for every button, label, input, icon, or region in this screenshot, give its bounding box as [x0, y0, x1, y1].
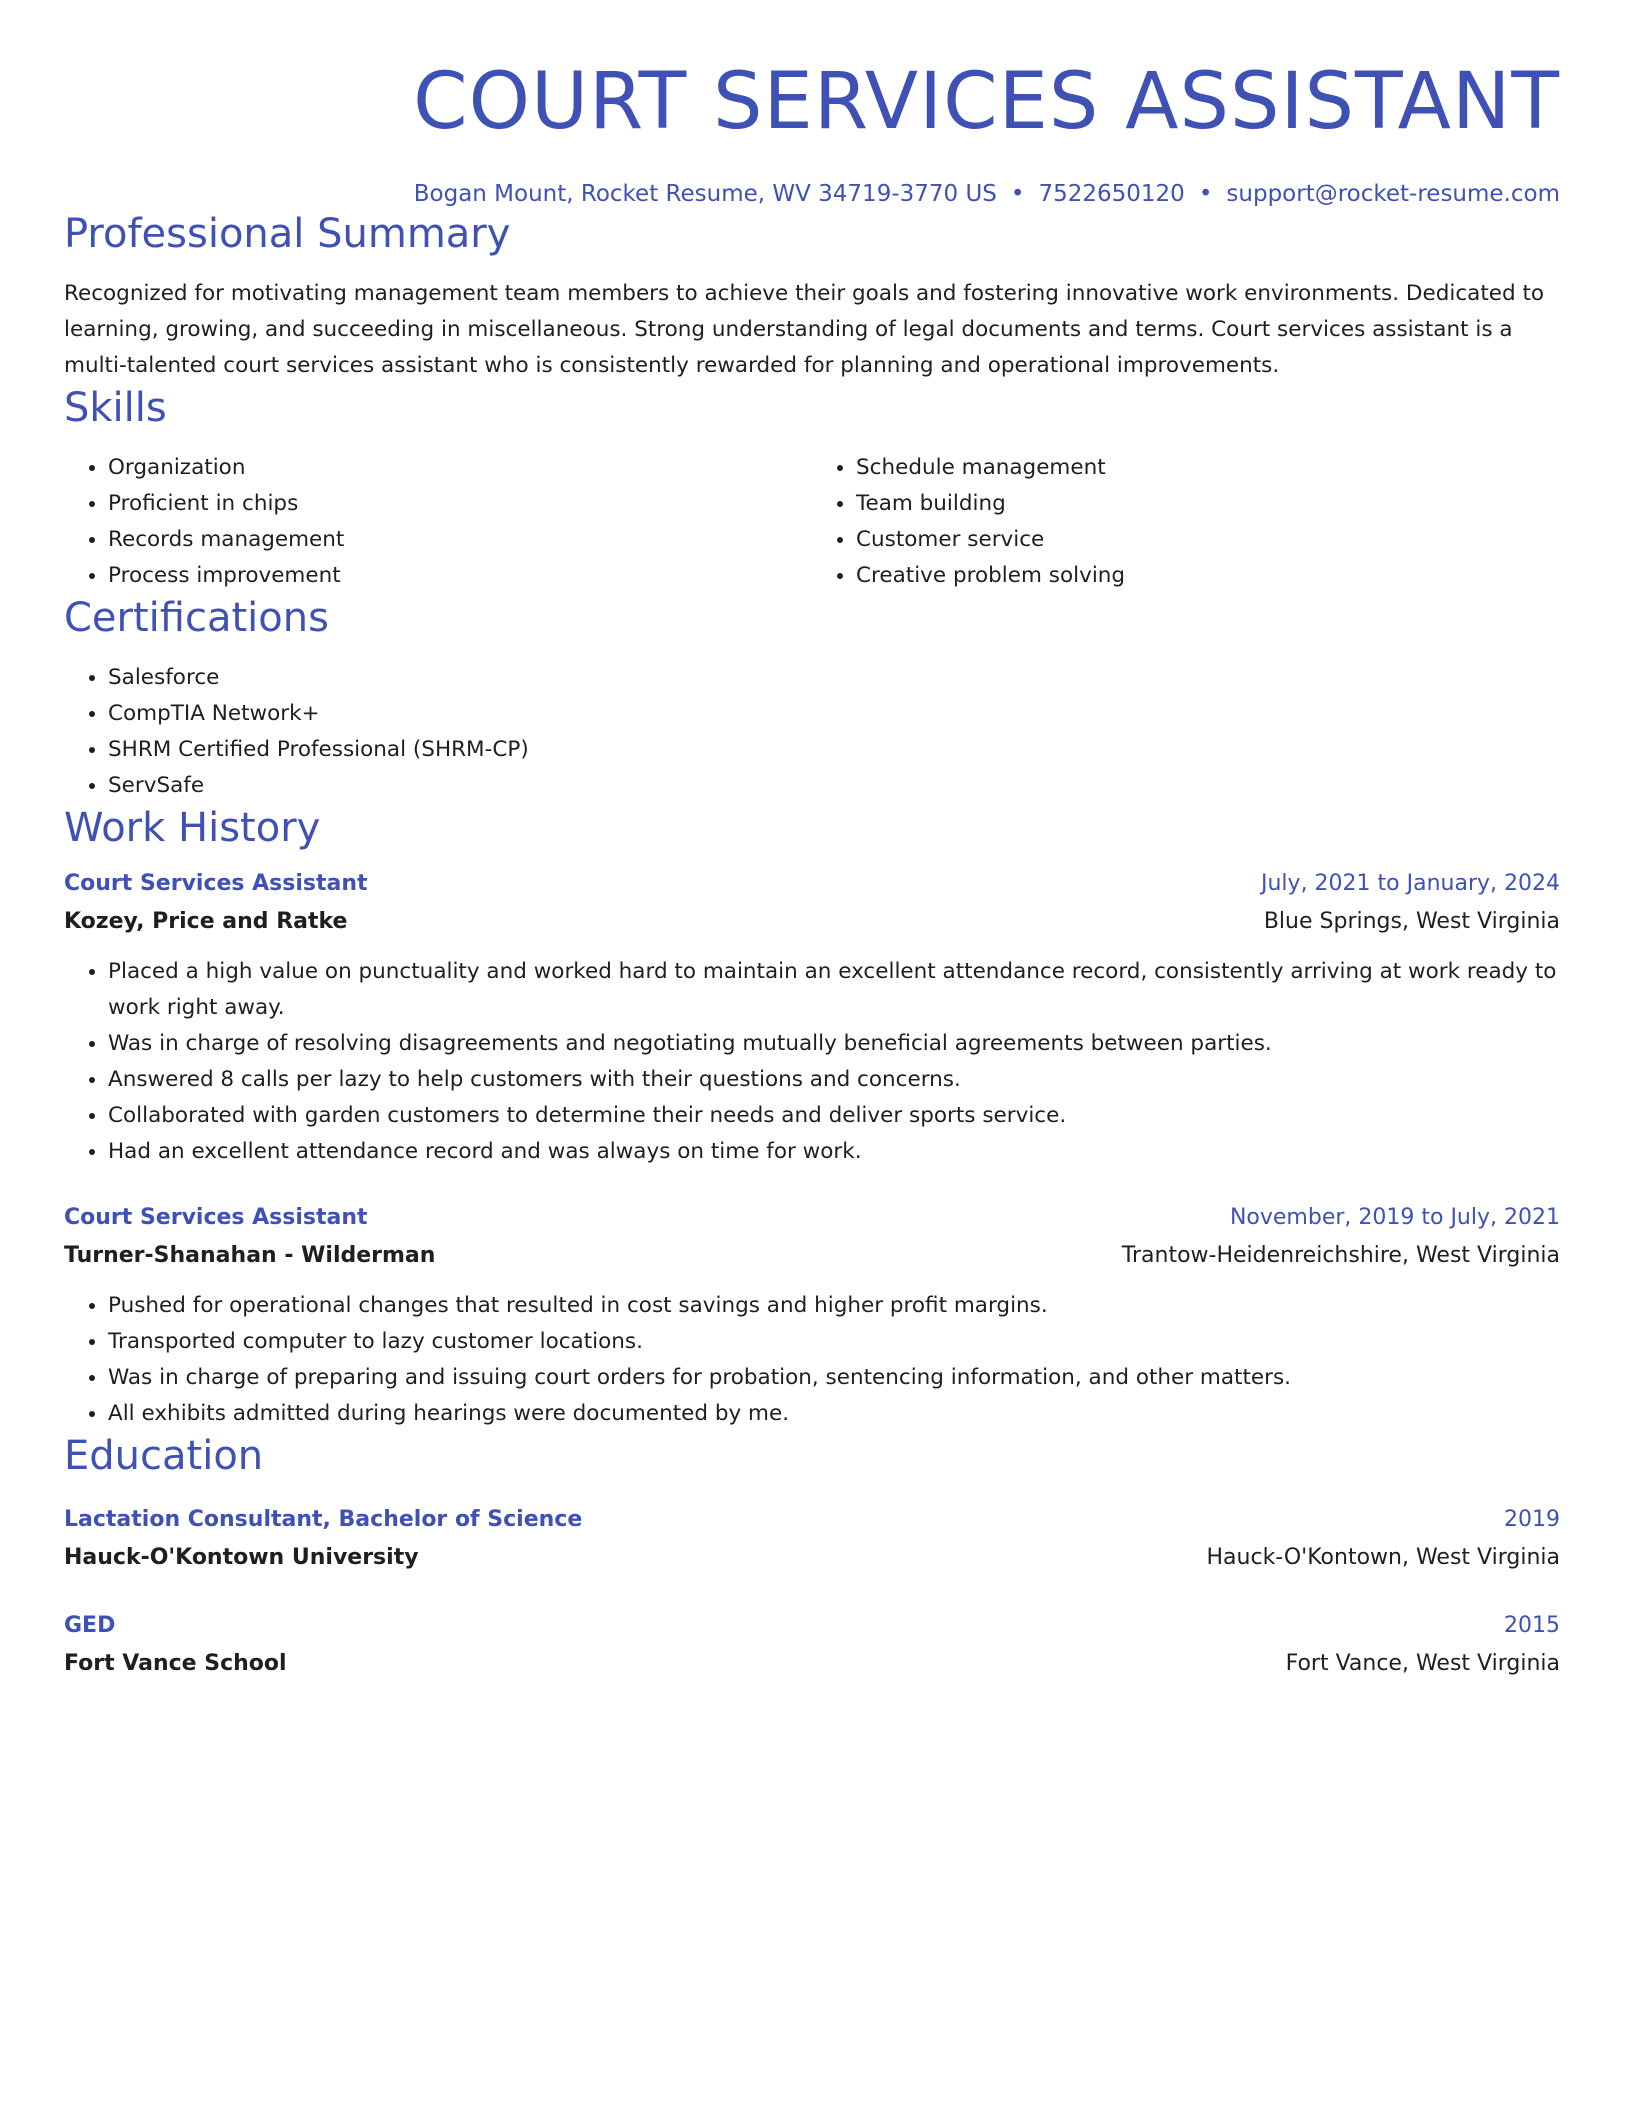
education-entry — [64, 1502, 1560, 1578]
job-company-row — [64, 1236, 1560, 1276]
job-bullet: • Had an excellent attendance record and was always on time for work. — [108, 1134, 1560, 1170]
job-bullet: • Was in charge of resolving disagreements and negotiating mutually beneficial agreements between parties. — [108, 1026, 1560, 1062]
section-title-education: Education — [64, 1433, 264, 1479]
certification-item: • ServSafe — [108, 768, 1560, 804]
education-location: Fort Vance, West Virginia — [1285, 1651, 1560, 1676]
summary-section — [64, 210, 1560, 384]
job-company: Kozey, Price and Ratke — [64, 909, 348, 934]
education-year: 2015 — [1504, 1613, 1560, 1638]
job-bullets — [64, 1288, 1560, 1432]
job-bullet: • Was in charge of preparing and issuing court orders for probation, sentencing information, and other matters. — [108, 1360, 1560, 1396]
skills-list-left — [64, 450, 812, 594]
job-dates: July, 2021 to January, 2024 — [1261, 871, 1560, 896]
job-dates: November, 2019 to July, 2021 — [1229, 1205, 1560, 1230]
skill-item: • Process improvement — [108, 558, 812, 594]
education-degree: Lactation Consultant, Bachelor of Science — [64, 1507, 583, 1532]
section-title-summary: Professional Summary — [64, 211, 511, 257]
skills-columns — [64, 450, 1560, 594]
summary-text: Recognized for motivating management team members to achieve their goals and fostering innovative work environments. Dedicated to learning, growing, and succeeding in miscellaneous. Strong understanding of legal documents and terms. Court services assistant is a multi-talented court services assistant who is consistently rewarded for planning and operational improvements. — [64, 281, 1545, 378]
job-bullet: • Pushed for operational changes that resulted in cost savings and higher profit margins. — [108, 1288, 1560, 1324]
job-company: Turner-Shanahan - Wilderman — [64, 1243, 436, 1268]
job-entry — [64, 866, 1560, 1170]
contact-separator: • — [1010, 181, 1025, 207]
education-degree: GED — [64, 1613, 116, 1638]
job-company-row — [64, 902, 1560, 942]
education-location: Hauck-O'Kontown, West Virginia — [1206, 1545, 1560, 1570]
contact-email[interactable]: support@rocket-resume.com — [1226, 181, 1560, 207]
job-heading-row — [64, 1200, 1560, 1236]
contact-separator: • — [1198, 181, 1213, 207]
job-title: Court Services Assistant — [64, 1205, 368, 1230]
certifications-section — [64, 594, 1560, 804]
certification-item: • CompTIA Network+ — [108, 696, 1560, 732]
job-bullet: • All exhibits admitted during hearings were documented by me. — [108, 1396, 1560, 1432]
job-bullets — [64, 954, 1560, 1170]
job-title: Court Services Assistant — [64, 871, 368, 896]
contact-address: Bogan Mount, Rocket Resume, WV 34719-3770 US — [413, 181, 997, 207]
education-section — [64, 1432, 1560, 1684]
section-title-certifications: Certifications — [64, 595, 329, 641]
skill-item: • Records management — [108, 522, 812, 558]
skills-list-right — [812, 450, 1560, 594]
education-year: 2019 — [1504, 1507, 1560, 1532]
skill-item: • Organization — [108, 450, 812, 486]
skill-item: • Schedule management — [856, 450, 1560, 486]
skill-item: • Proficient in chips — [108, 486, 812, 522]
education-entry — [64, 1608, 1560, 1684]
certifications-list — [64, 660, 1560, 804]
job-location: Blue Springs, West Virginia — [1263, 909, 1560, 934]
job-bullet: • Collaborated with garden customers to determine their needs and deliver sports service. — [108, 1098, 1560, 1134]
education-heading-row — [64, 1502, 1560, 1538]
job-location: Trantow-Heidenreichshire, West Virginia — [1121, 1243, 1560, 1268]
resume-header — [64, 0, 1560, 210]
skill-item: • Creative problem solving — [856, 558, 1560, 594]
skills-section — [64, 384, 1560, 594]
job-bullet: • Transported computer to lazy customer locations. — [108, 1324, 1560, 1360]
section-title-skills: Skills — [64, 385, 167, 431]
skill-item: • Team building — [856, 486, 1560, 522]
section-title-work-history: Work History — [64, 805, 321, 851]
education-school: Hauck-O'Kontown University — [64, 1545, 419, 1570]
candidate-title: COURT SERVICES ASSISTANT — [413, 57, 1560, 147]
job-entry — [64, 1200, 1560, 1432]
contact-line — [64, 178, 1560, 210]
contact-phone[interactable]: 7522650120 — [1038, 181, 1185, 207]
education-school-row — [64, 1644, 1560, 1684]
resume-page — [64, 0, 1560, 1684]
job-heading-row — [64, 866, 1560, 902]
work-history-section — [64, 804, 1560, 1432]
skill-item: • Customer service — [856, 522, 1560, 558]
education-school-row — [64, 1538, 1560, 1578]
job-bullet: • Placed a high value on punctuality and worked hard to maintain an excellent attendance record, consistently arriving at work ready to work right away. — [108, 954, 1560, 1026]
education-heading-row — [64, 1608, 1560, 1644]
job-bullet: • Answered 8 calls per lazy to help customers with their questions and concerns. — [108, 1062, 1560, 1098]
certification-item: • SHRM Certified Professional (SHRM-CP) — [108, 732, 1560, 768]
education-school: Fort Vance School — [64, 1651, 287, 1676]
certification-item: • Salesforce — [108, 660, 1560, 696]
